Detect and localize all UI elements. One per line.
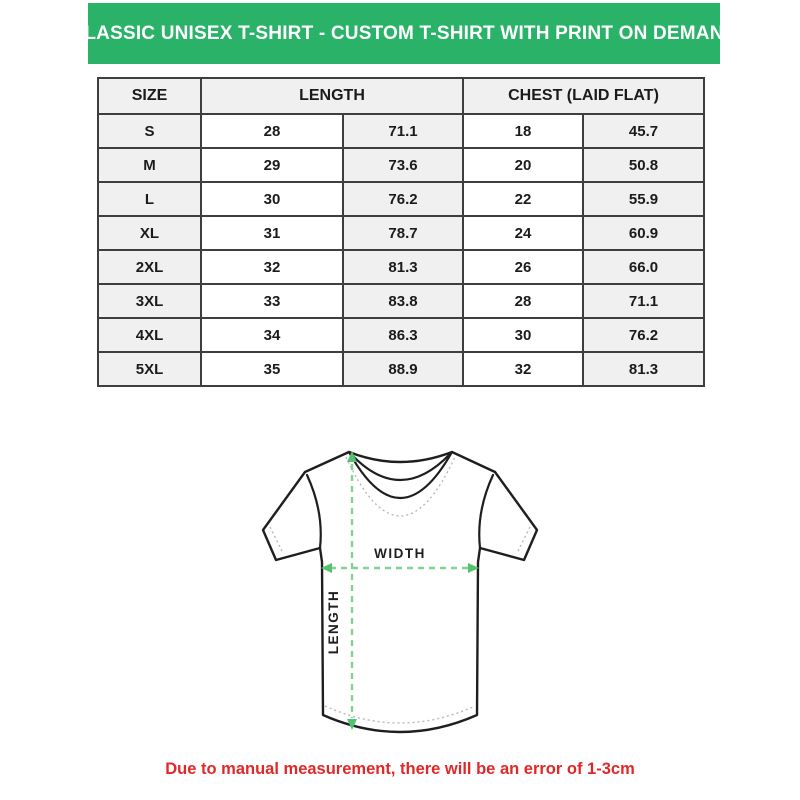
size-cell: 3XL xyxy=(98,284,201,318)
table-row xyxy=(98,216,704,250)
chest-in-cell: 26 xyxy=(463,250,583,284)
chest-cm-cell: 45.7 xyxy=(583,114,704,148)
length-cm-cell: 73.6 xyxy=(343,148,463,182)
tshirt-outline xyxy=(263,452,537,732)
page-title: CLASSIC UNISEX T-SHIRT - CUSTOM T-SHIRT WITH PRINT ON DEMAND xyxy=(70,22,738,44)
chest-cm-cell: 55.9 xyxy=(583,182,704,216)
length-in-cell: 31 xyxy=(201,216,343,250)
table-row xyxy=(98,182,704,216)
length-cm-cell: 71.1 xyxy=(343,114,463,148)
chest-in-cell: 28 xyxy=(463,284,583,318)
length-in-cell: 35 xyxy=(201,352,343,386)
length-cm-cell: 81.3 xyxy=(343,250,463,284)
length-cm-cell: 86.3 xyxy=(343,318,463,352)
table-header-row xyxy=(98,78,704,114)
chest-in-cell: 22 xyxy=(463,182,583,216)
length-cm-cell: 88.9 xyxy=(343,352,463,386)
length-cm-cell: 83.8 xyxy=(343,284,463,318)
chest-cm-cell: 50.8 xyxy=(583,148,704,182)
size-cell: M xyxy=(98,148,201,182)
chest-cm-cell: 71.1 xyxy=(583,284,704,318)
table-row xyxy=(98,352,704,386)
length-in-cell: 33 xyxy=(201,284,343,318)
chest-in-cell: 20 xyxy=(463,148,583,182)
table-row xyxy=(98,250,704,284)
table-row xyxy=(98,284,704,318)
table-row xyxy=(98,114,704,148)
table-row xyxy=(98,318,704,352)
size-cell: XL xyxy=(98,216,201,250)
length-cm-cell: 76.2 xyxy=(343,182,463,216)
size-cell: L xyxy=(98,182,201,216)
size-cell: S xyxy=(98,114,201,148)
chest-in-cell: 24 xyxy=(463,216,583,250)
length-in-cell: 28 xyxy=(201,114,343,148)
width-label: WIDTH xyxy=(374,546,426,561)
tshirt-diagram-icon xyxy=(250,440,550,740)
chest-cm-cell: 76.2 xyxy=(583,318,704,352)
length-in-cell: 32 xyxy=(201,250,343,284)
length-cm-cell: 78.7 xyxy=(343,216,463,250)
size-cell: 2XL xyxy=(98,250,201,284)
length-in-cell: 29 xyxy=(201,148,343,182)
length-label: LENGTH xyxy=(326,589,341,655)
chest-in-cell: 30 xyxy=(463,318,583,352)
size-table xyxy=(97,77,705,387)
header-length: LENGTH xyxy=(201,78,463,114)
size-cell: 5XL xyxy=(98,352,201,386)
tshirt-measurement-diagram xyxy=(250,440,550,740)
length-in-cell: 30 xyxy=(201,182,343,216)
table-row xyxy=(98,148,704,182)
measurement-error-note: Due to manual measurement, there will be an error of 1-3cm xyxy=(165,760,635,778)
length-in-cell: 34 xyxy=(201,318,343,352)
chest-in-cell: 18 xyxy=(463,114,583,148)
chest-cm-cell: 81.3 xyxy=(583,352,704,386)
chest-cm-cell: 60.9 xyxy=(583,216,704,250)
header-chest: CHEST (LAID FLAT) xyxy=(463,78,704,114)
size-cell: 4XL xyxy=(98,318,201,352)
header-size: SIZE xyxy=(98,78,201,114)
title-banner xyxy=(70,3,738,64)
chest-in-cell: 32 xyxy=(463,352,583,386)
chest-cm-cell: 66.0 xyxy=(583,250,704,284)
